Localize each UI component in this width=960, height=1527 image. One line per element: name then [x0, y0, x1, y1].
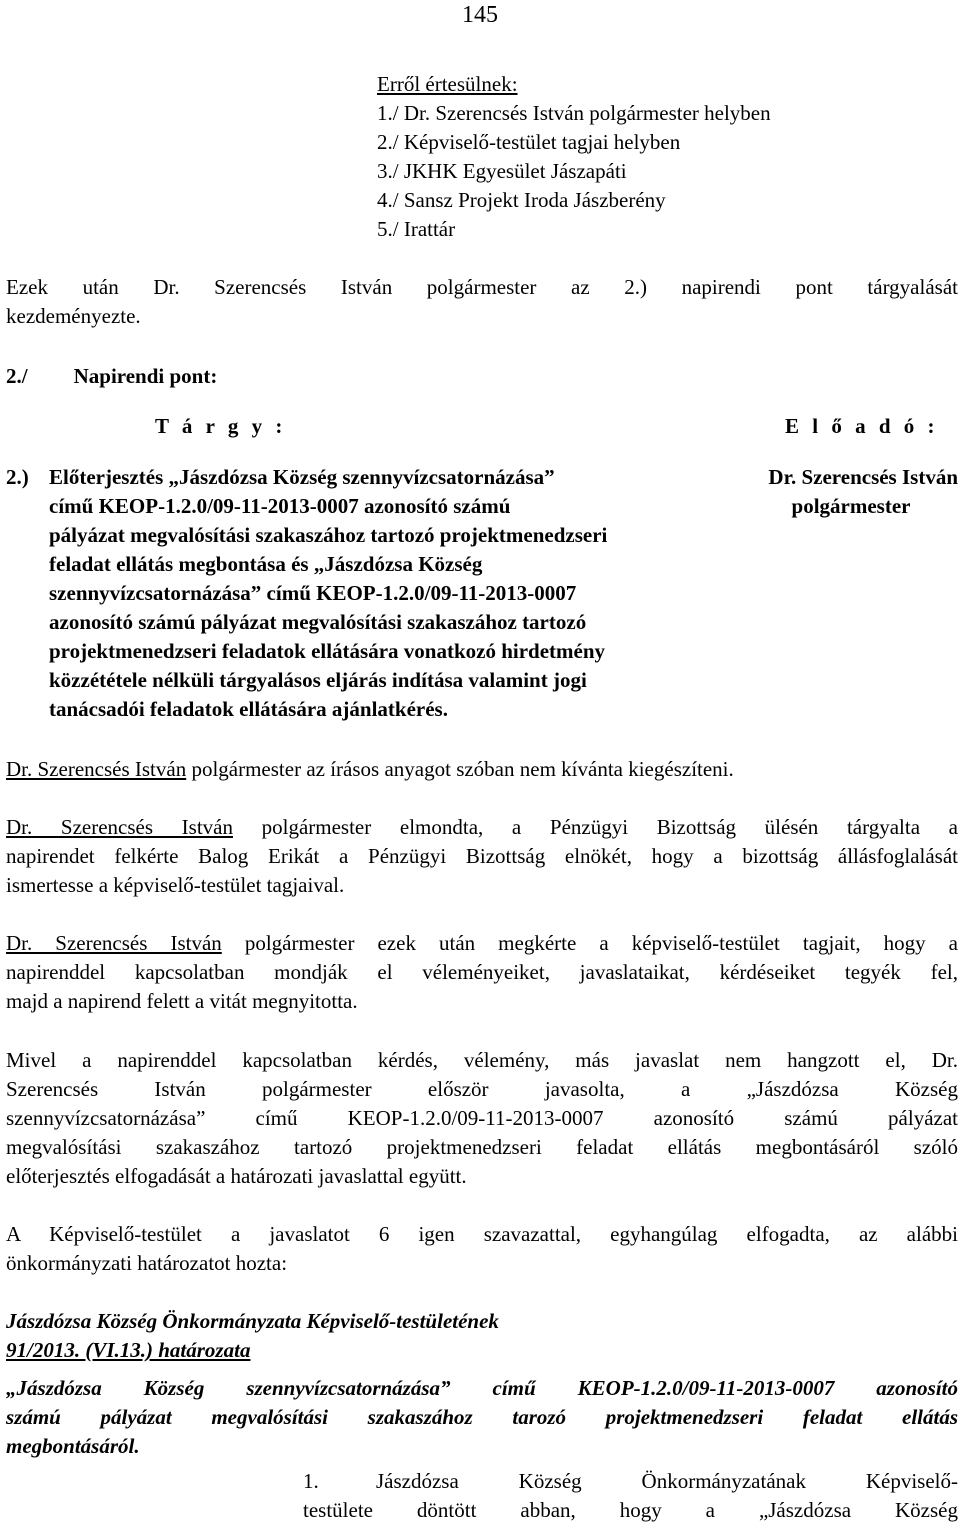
notification-heading: Erről értesülnek:	[377, 72, 518, 96]
intro-paragraph	[6, 273, 958, 331]
notification-item: 5./ Irattár	[377, 217, 456, 241]
subject-line: azonosító számú pályázat megvalósítási szakaszához tartozó	[49, 610, 587, 634]
presenter-role: polgármester	[791, 494, 911, 518]
speaker-name: Dr. Szerencsés István	[6, 931, 222, 955]
intro-line: Ezek után Dr. Szerencsés István polgármester az 2.) napirendi pont tárgyalását	[6, 275, 958, 299]
intro-line: kezdeményezte.	[6, 304, 141, 328]
resolution-item-number: 1.	[303, 1469, 319, 1493]
paragraph-text: napirendet felkérte Balog Erikát a Pénzügyi Bizottság elnökét, hogy a bizottság állásfoglalását	[6, 844, 958, 868]
resolution-item-line: testülete döntött abban, hogy a „Jászdózsa Község	[303, 1498, 958, 1522]
agenda-item-number: 2.)	[6, 465, 29, 489]
subject-line: szennyvízcsatornázása” című KEOP-1.2.0/09-11-2013-0007	[49, 581, 577, 605]
resolution-body: Jászdózsa Község Önkormányzata Képviselő-testületének	[6, 1309, 499, 1333]
agenda-subject	[49, 463, 739, 724]
resolution-item-line: Jászdózsa Község Önkormányzatának Képviselő-	[376, 1469, 958, 1493]
notification-item: 3./ JKHK Egyesület Jászapáti	[377, 159, 627, 183]
subject-line: pályázat megvalósítási szakaszához tartozó projektmenedzseri	[49, 523, 608, 547]
subject-line: Előterjesztés „Jászdózsa Község szennyvízcsatornázása”	[49, 465, 555, 489]
paragraph-3	[6, 929, 958, 1016]
paragraph-text: polgármester ezek után megkérte a képviselő-testület tagjait, hogy a	[221, 931, 958, 955]
resolution-title	[6, 1374, 958, 1461]
resolution-title-line: „Jászdózsa Község szennyvízcsatornázása” című KEOP-1.2.0/09-11-2013-0007 azonosító	[6, 1376, 958, 1400]
subject-line: tanácsadói feladatok ellátására ajánlatkérés.	[49, 697, 448, 721]
subject-line: feladat ellátás megbontása és „Jászdózsa Község	[49, 552, 483, 576]
subject-line: című KEOP-1.2.0/09-11-2013-0007 azonosító számú	[49, 494, 511, 518]
paragraph-text: polgármester az írásos anyagot szóban nem kívánta kiegészíteni.	[186, 757, 734, 781]
agenda-number: 2./	[6, 364, 28, 388]
subject-line: projektmenedzseri feladatok ellátására vonatkozó hirdetmény	[49, 639, 606, 663]
paragraph-text: majd a napirend felett a vitát megnyitotta.	[6, 989, 358, 1013]
paragraph-4	[6, 1046, 958, 1191]
paragraph-text: ismertesse a képviselő-testület tagjaival.	[6, 873, 345, 897]
speaker-name: Dr. Szerencsés István	[6, 757, 187, 781]
paragraph-text: napirenddel kapcsolatban mondják el véleményeiket, javaslataikat, kérdéseiket tegyék fel,	[6, 960, 958, 984]
paragraph-2	[6, 813, 958, 900]
page-number: 145	[462, 2, 498, 28]
presenter-name: Dr. Szerencsés István	[768, 465, 958, 489]
agenda-heading	[6, 362, 217, 391]
subject-line: közzététele nélküli tárgyalásos eljárás indítása valamint jogi	[49, 668, 587, 692]
notification-item: 1./ Dr. Szerencsés István polgármester helyben	[377, 101, 771, 125]
resolution-title-line: megbontásáról.	[6, 1434, 140, 1458]
paragraph-text: megvalósítási szakaszához tartozó projektmenedzseri feladat ellátás megbontásáról szóló	[6, 1135, 958, 1159]
presenter	[744, 463, 958, 521]
notification-list	[377, 70, 937, 244]
paragraph-text: polgármester elmondta, a Pénzügyi Bizottság ülésén tárgyalta a	[232, 815, 958, 839]
paragraph-text: önkormányzati határozatot hozta:	[6, 1251, 288, 1275]
paragraph-text: szennyvízcsatornázása” című KEOP-1.2.0/09-11-2013-0007 azonosító számú pályázat	[6, 1106, 958, 1130]
resolution-number: 91/2013. (VI.13.) határozata	[6, 1338, 251, 1362]
resolution-item	[376, 1467, 958, 1496]
resolution-header	[6, 1307, 946, 1365]
paragraph-text: Szerencsés István polgármester először javasolta, a „Jászdózsa Község	[6, 1077, 958, 1101]
paragraph-text: Mivel a napirenddel kapcsolatban kérdés, vélemény, más javaslat nem hangzott el, Dr.	[6, 1048, 958, 1072]
speaker-name: Dr. Szerencsés István	[6, 815, 233, 839]
agenda-title: Napirendi pont:	[73, 364, 218, 388]
resolution-item-continuation	[303, 1496, 958, 1525]
paragraph-text: A Képviselő-testület a javaslatot 6 igen szavazattal, egyhangúlag elfogadta, az alábbi	[6, 1222, 958, 1246]
paragraph-5	[6, 1220, 958, 1278]
paragraph-text: előterjesztés elfogadását a határozati javaslattal együtt.	[6, 1164, 467, 1188]
notification-item: 4./ Sansz Projekt Iroda Jászberény	[377, 188, 666, 212]
subject-label: T á r g y :	[155, 414, 287, 438]
presenter-label: E l ő a d ó :	[785, 414, 939, 438]
notification-item: 2./ Képviselő-testület tagjai helyben	[377, 130, 681, 154]
resolution-title-line: számú pályázat megvalósítási szakaszához tarozó projektmenedzseri feladat ellátás	[6, 1405, 958, 1429]
paragraph-1	[6, 755, 958, 784]
